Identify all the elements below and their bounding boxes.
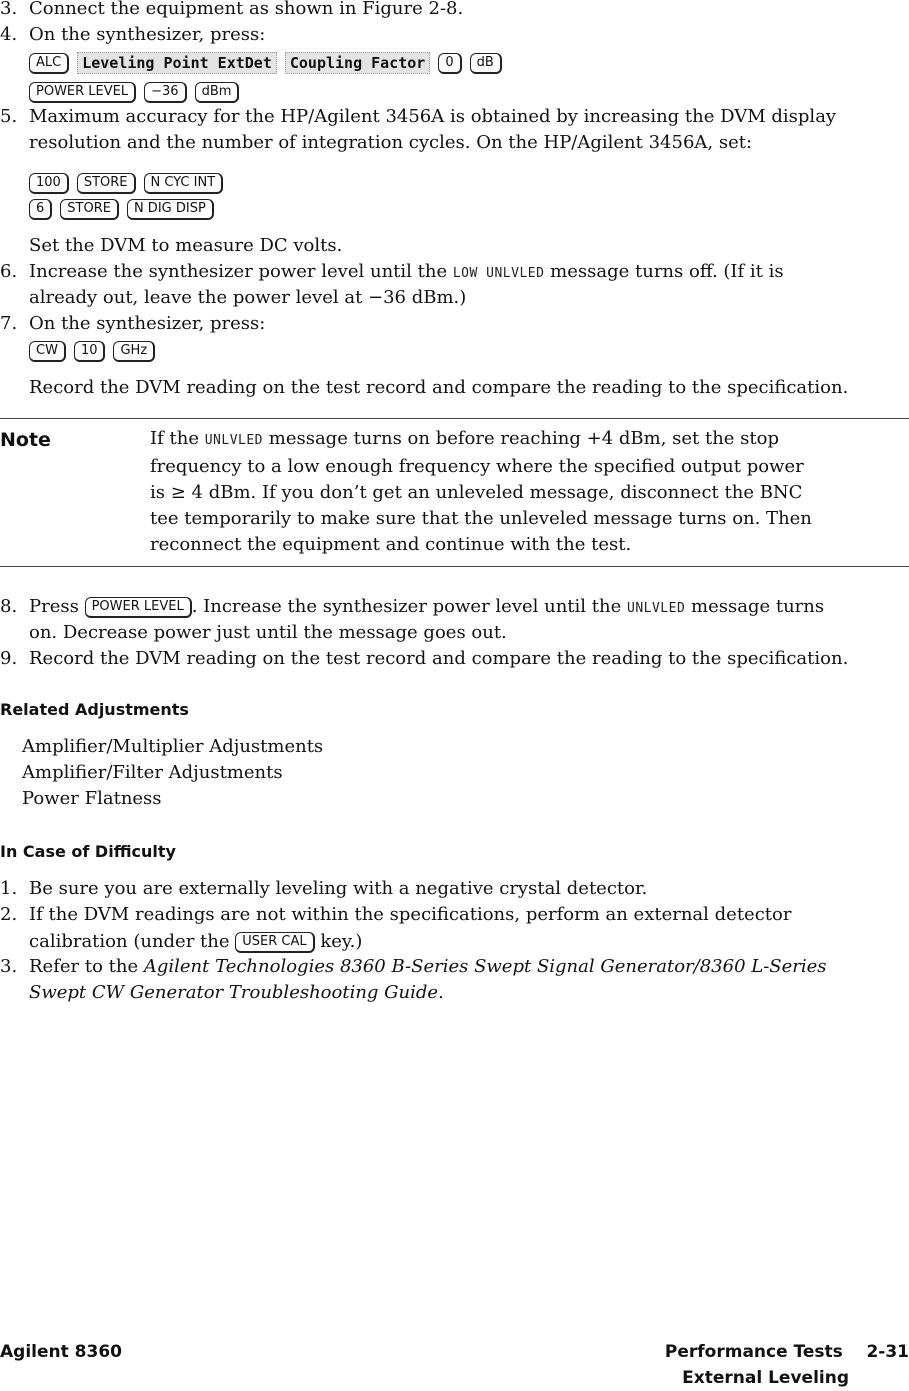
note-line-3: is ≥ 4 dBm. If you don’t get an unleveled message, disconnect the BNC xyxy=(150,482,803,503)
key-10[interactable]: 10 xyxy=(74,341,106,362)
item-text-post: . xyxy=(438,982,444,1003)
step-6-line-2: already out, leave the power level at −36 dBm.) xyxy=(29,287,467,308)
leveling-point-extdet-softkey[interactable]: Leveling Point ExtDet xyxy=(77,52,277,74)
item-number: 2. xyxy=(0,904,18,925)
note-text xyxy=(150,426,870,558)
footer-product: Agilent 8360 xyxy=(0,1342,122,1362)
guide-title-line-2: Swept CW Generator Troubleshooting Guide xyxy=(29,982,439,1003)
n-cyc-int-key[interactable]: N CYC INT xyxy=(144,173,224,194)
step-5-followup: Set the DVM to measure DC volts. xyxy=(29,235,343,256)
note-top-rule xyxy=(0,418,909,419)
note-text-pre: If the xyxy=(150,428,199,449)
step-number: 6. xyxy=(0,261,18,282)
note-line xyxy=(150,426,870,454)
zero-key[interactable]: 0 xyxy=(438,53,461,74)
step-number: 4. xyxy=(0,24,18,45)
step-text-pre: Press xyxy=(29,596,79,617)
power-level-key[interactable]: POWER LEVEL xyxy=(85,597,192,618)
dbm-key[interactable]: dBm xyxy=(195,82,240,103)
item-text: Be sure you are externally leveling with a negative crystal detector. xyxy=(29,878,648,899)
step-text: Record the DVM reading on the test record and compare the reading to the specification. xyxy=(29,648,849,669)
step-number: 9. xyxy=(0,648,18,669)
step-8 xyxy=(0,594,890,622)
ghz-key[interactable]: GHz xyxy=(113,341,155,362)
low-unlvled-display-message: LOW UNLVLED xyxy=(452,266,545,281)
step-text-post: message turns off. (If it is xyxy=(550,261,784,282)
key-sequence xyxy=(29,79,239,105)
step-text-mid: . Increase the synthesizer power level until the xyxy=(191,596,622,617)
key-sequence xyxy=(29,196,214,222)
cw-key[interactable]: CW xyxy=(29,341,66,362)
note-bottom-rule xyxy=(0,566,909,567)
step-3 xyxy=(0,0,890,22)
key-sequence xyxy=(29,50,502,76)
difficulty-item-2 xyxy=(0,902,890,928)
step-8-line-2: on. Decrease power just until the message goes out. xyxy=(29,622,507,643)
item-number: 3. xyxy=(0,956,18,977)
footer-subsection: External Leveling xyxy=(682,1368,849,1388)
step-text-post: message turns xyxy=(691,596,825,617)
unlvled-display-message: UNLVLED xyxy=(627,601,686,616)
store-key[interactable]: STORE xyxy=(60,199,119,220)
note-line-2: frequency to a low enough frequency where the specified output power xyxy=(150,456,804,477)
related-adjustments-list xyxy=(22,734,323,812)
related-adjustments-heading: Related Adjustments xyxy=(0,700,189,719)
related-item: Amplifier/Multiplier Adjustments xyxy=(22,736,324,757)
item-number: 1. xyxy=(0,878,18,899)
difficulty-item-1 xyxy=(0,876,890,902)
step-text: Connect the equipment as shown in Figure 2-8. xyxy=(29,0,464,19)
step-7-followup: Record the DVM reading on the test record and compare the reading to the specification. xyxy=(29,377,849,398)
difficulty-item-3 xyxy=(0,954,890,980)
power-level-key[interactable]: POWER LEVEL xyxy=(29,82,136,103)
key-6[interactable]: 6 xyxy=(29,199,52,220)
step-number: 5. xyxy=(0,106,18,127)
item-text-pre: calibration (under the xyxy=(29,931,230,952)
store-key[interactable]: STORE xyxy=(77,173,136,194)
step-6 xyxy=(0,259,890,287)
key-sequence xyxy=(29,338,155,364)
difficulty-item-3-line-2 xyxy=(29,980,899,1006)
step-4 xyxy=(0,22,890,48)
unlvled-display-message: UNLVLED xyxy=(204,433,264,448)
item-text-pre: Refer to the xyxy=(29,956,139,977)
step-number: 7. xyxy=(0,313,18,334)
key-100[interactable]: 100 xyxy=(29,173,69,194)
step-text xyxy=(29,259,890,287)
note-line-4: tee temporarily to make sure that the unleveled message turns on. Then xyxy=(150,508,812,529)
step-9 xyxy=(0,646,890,672)
db-key[interactable]: dB xyxy=(470,53,502,74)
user-cal-key[interactable]: USER CAL xyxy=(235,932,314,953)
footer-chapter-page: Performance Tests 2-31 xyxy=(664,1342,909,1362)
step-text: On the synthesizer, press: xyxy=(29,24,266,45)
n-dig-disp-key[interactable]: N DIG DISP xyxy=(127,199,214,220)
difficulty-item-2-line-2 xyxy=(29,929,899,955)
related-item: Amplifier/Filter Adjustments xyxy=(22,762,283,783)
guide-title-line-1: Agilent Technologies 8360 B-Series Swept Signal Generator/8360 L-Series xyxy=(143,956,827,977)
footer-section xyxy=(665,1339,909,1391)
minus-36-key[interactable]: −36 xyxy=(144,82,186,103)
item-text xyxy=(29,954,890,980)
step-text-pre: Increase the synthesizer power level until the xyxy=(29,261,448,282)
step-7 xyxy=(0,311,890,337)
key-sequence xyxy=(29,170,223,196)
note-line-1: message turns on before reaching +4 dBm, set the stop xyxy=(268,428,780,449)
related-item: Power Flatness xyxy=(22,788,162,809)
alc-key[interactable]: ALC xyxy=(29,53,69,74)
item-text-post: key.) xyxy=(320,931,363,952)
step-text xyxy=(29,594,890,622)
note-label: Note xyxy=(0,429,51,451)
step-number: 3. xyxy=(0,0,18,19)
note-line-5: reconnect the equipment and continue with the test. xyxy=(150,534,632,555)
difficulty-heading: In Case of Difficulty xyxy=(0,842,176,861)
step-number: 8. xyxy=(0,596,18,617)
coupling-factor-softkey[interactable]: Coupling Factor xyxy=(285,52,430,74)
step-5 xyxy=(0,104,890,156)
step-text: Maximum accuracy for the HP/Agilent 3456A is obtained by increasing the DVM display resolution and the number of integration cycles. On the HP/Agilent 3456A, set: xyxy=(29,106,837,153)
item-text: If the DVM readings are not within the specifications, perform an external detector xyxy=(29,904,792,925)
step-text: On the synthesizer, press: xyxy=(29,313,266,334)
